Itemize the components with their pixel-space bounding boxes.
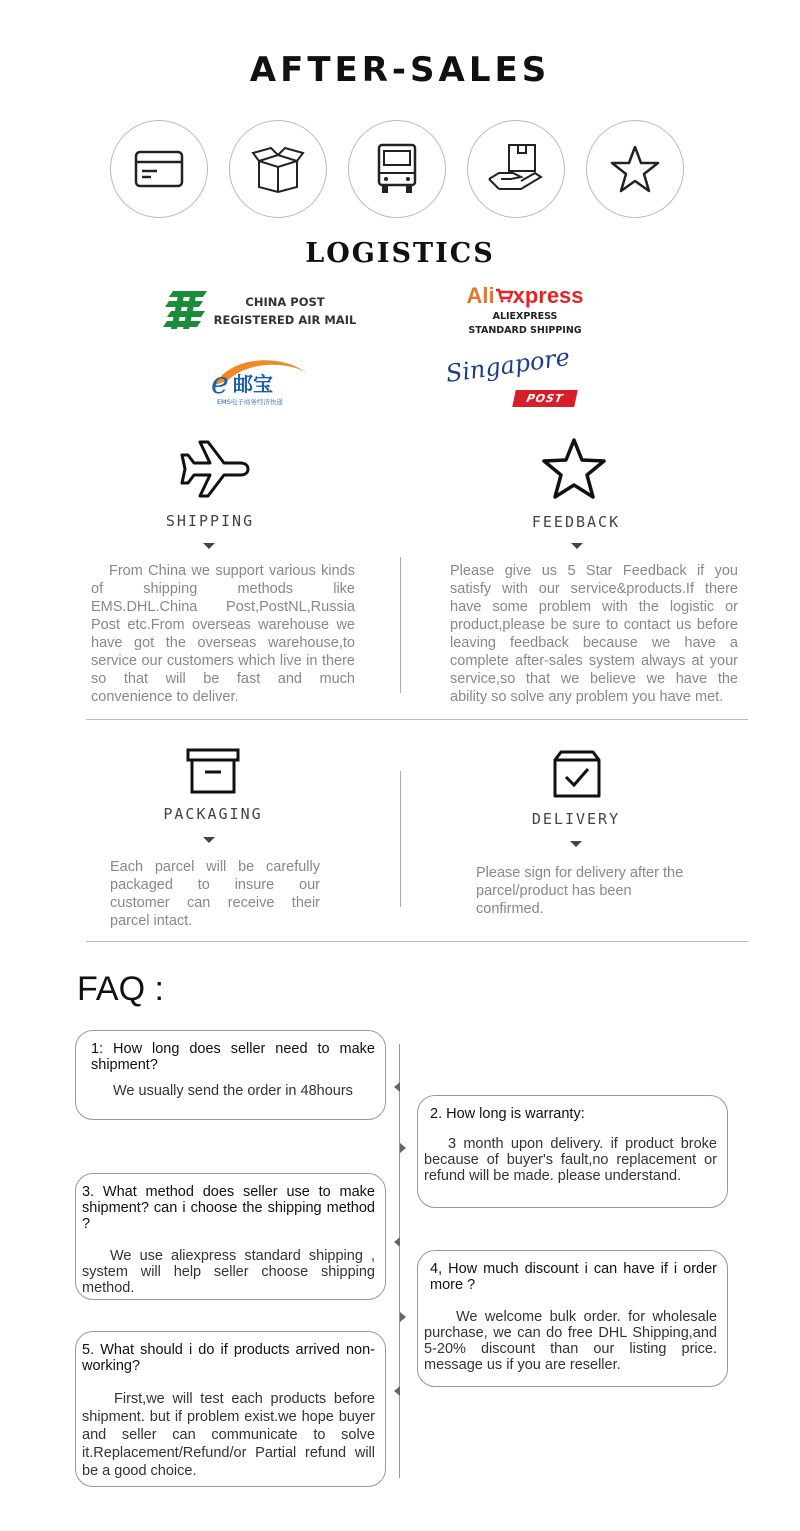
faq-question-3: 3. What method does seller use to make shipment? can i choose the shipping method ? bbox=[82, 1184, 375, 1232]
aliexpress-line2: STANDARD SHIPPING bbox=[468, 325, 582, 336]
credit-card-icon bbox=[133, 149, 185, 189]
faq-pointer-2 bbox=[400, 1143, 406, 1153]
china-post-line1: CHINA POST bbox=[245, 295, 325, 309]
packaging-arrow-icon bbox=[203, 837, 215, 843]
singapore-brand: Singapore bbox=[444, 342, 572, 388]
open-box-icon-circle bbox=[229, 120, 327, 218]
page-title: AFTER-SALES bbox=[249, 50, 551, 90]
china-post-line2: REGISTERED AIR MAIL bbox=[213, 313, 357, 327]
open-box-icon bbox=[251, 145, 305, 193]
credit-card-icon-circle bbox=[110, 120, 208, 218]
faq-card-5 bbox=[75, 1331, 386, 1487]
ems-sub: EMS电子商务经济快递 bbox=[217, 398, 283, 406]
divider-horizontal-bottom bbox=[86, 941, 748, 942]
faq-answer-1: We usually send the order in 48hours bbox=[113, 1083, 353, 1099]
faq-card-4 bbox=[417, 1250, 728, 1387]
logistics-heading: LOGISTICS bbox=[305, 238, 495, 269]
star-icon bbox=[610, 145, 660, 193]
shipping-text: From China we support various kinds of shipping methods like EMS.DHL.China Post,PostNL,Russia Post etc.From overseas warehouse we have got the overseas warehouse,to service our customers which live in there so that will be fast and much convenience to deliver. bbox=[91, 563, 355, 705]
hand-with-box-icon-circle bbox=[467, 120, 565, 218]
ems-logo bbox=[207, 355, 311, 411]
aliexpress-line1: ALIEXPRESS bbox=[492, 311, 558, 322]
faq-pointer-4 bbox=[400, 1312, 406, 1322]
divider-horizontal-mid bbox=[86, 719, 748, 720]
faq-answer-2: 3 month upon delivery. if product broke because of buyer's fault,no replacement or refund will be made. please understand. bbox=[424, 1136, 717, 1184]
china-post-logo bbox=[163, 283, 359, 335]
faq-card-1 bbox=[75, 1030, 386, 1120]
truck-icon-circle bbox=[348, 120, 446, 218]
faq-timeline bbox=[399, 1044, 400, 1478]
checked-box-icon bbox=[553, 750, 601, 798]
faq-answer-4: We welcome bulk order. for wholesale purchase, we can do free DHL Shipping,and 5-20% discount than our listing price. message us if you are reseller. bbox=[424, 1309, 717, 1373]
cart-icon bbox=[495, 283, 513, 309]
packaging-title: PACKAGING bbox=[163, 805, 263, 823]
archive-box-icon bbox=[186, 748, 240, 794]
shipping-arrow-icon bbox=[203, 543, 215, 549]
faq-question-1: 1: How long does seller need to make shipment? bbox=[91, 1041, 375, 1073]
feedback-title: FEEDBACK bbox=[531, 513, 621, 531]
shipping-title: SHIPPING bbox=[165, 512, 255, 530]
truck-icon bbox=[375, 143, 419, 195]
feedback-arrow-icon bbox=[571, 543, 583, 549]
aliexpress-brand-express: xpress bbox=[512, 283, 584, 308]
china-post-emblem-icon bbox=[163, 289, 209, 331]
ems-brand: 邮宝 bbox=[233, 372, 273, 396]
delivery-arrow-icon bbox=[570, 841, 582, 847]
aliexpress-brand-ali: Ali bbox=[466, 283, 495, 308]
feedback-text: Please give us 5 Star Feedback if you satisfy with our service&products.If there have some problem with the logistic or product,please be sure to contact us before leaving feedback because we have a complete after-sales system always at your service,so that we believe we have the ability so solve any problem you have met. bbox=[450, 563, 738, 705]
faq-question-2: 2. How long is warranty: bbox=[430, 1106, 585, 1122]
faq-pointer-1 bbox=[394, 1082, 400, 1092]
delivery-title: DELIVERY bbox=[531, 810, 621, 828]
feedback-star-icon bbox=[541, 437, 607, 501]
faq-pointer-5 bbox=[394, 1386, 400, 1396]
airplane-icon bbox=[180, 438, 250, 500]
faq-card-2 bbox=[417, 1095, 728, 1208]
faq-card-3 bbox=[75, 1173, 386, 1300]
divider-vertical-top bbox=[400, 557, 401, 693]
singapore-post-badge: POST bbox=[512, 390, 578, 407]
delivery-text: Please sign for delivery after the parcel/product has been confirmed. bbox=[476, 865, 684, 917]
faq-question-5: 5. What should i do if products arrived non-working? bbox=[82, 1342, 375, 1374]
divider-vertical-bottom bbox=[400, 771, 401, 907]
svg-text:e: e bbox=[211, 366, 229, 399]
faq-pointer-3 bbox=[394, 1237, 400, 1247]
singapore-post-logo bbox=[444, 342, 580, 412]
star-icon-circle bbox=[586, 120, 684, 218]
packaging-text: Each parcel will be carefully packaged to insure our customer can receive their parcel intact. bbox=[110, 859, 320, 929]
faq-title: FAQ : bbox=[77, 970, 164, 1008]
faq-question-4: 4, How much discount i can have if i order more ? bbox=[430, 1261, 717, 1293]
aliexpress-logo bbox=[455, 283, 595, 343]
faq-answer-5: First,we will test each products before shipment. but if problem exist.we hope buyer and seller can communicate to solve it.Replacement/Refund/or Partial refund will be a good choice. bbox=[82, 1391, 375, 1479]
faq-answer-3: We use aliexpress standard shipping , system will help seller choose shipping method. bbox=[82, 1248, 375, 1296]
hand-with-box-icon bbox=[487, 143, 545, 195]
